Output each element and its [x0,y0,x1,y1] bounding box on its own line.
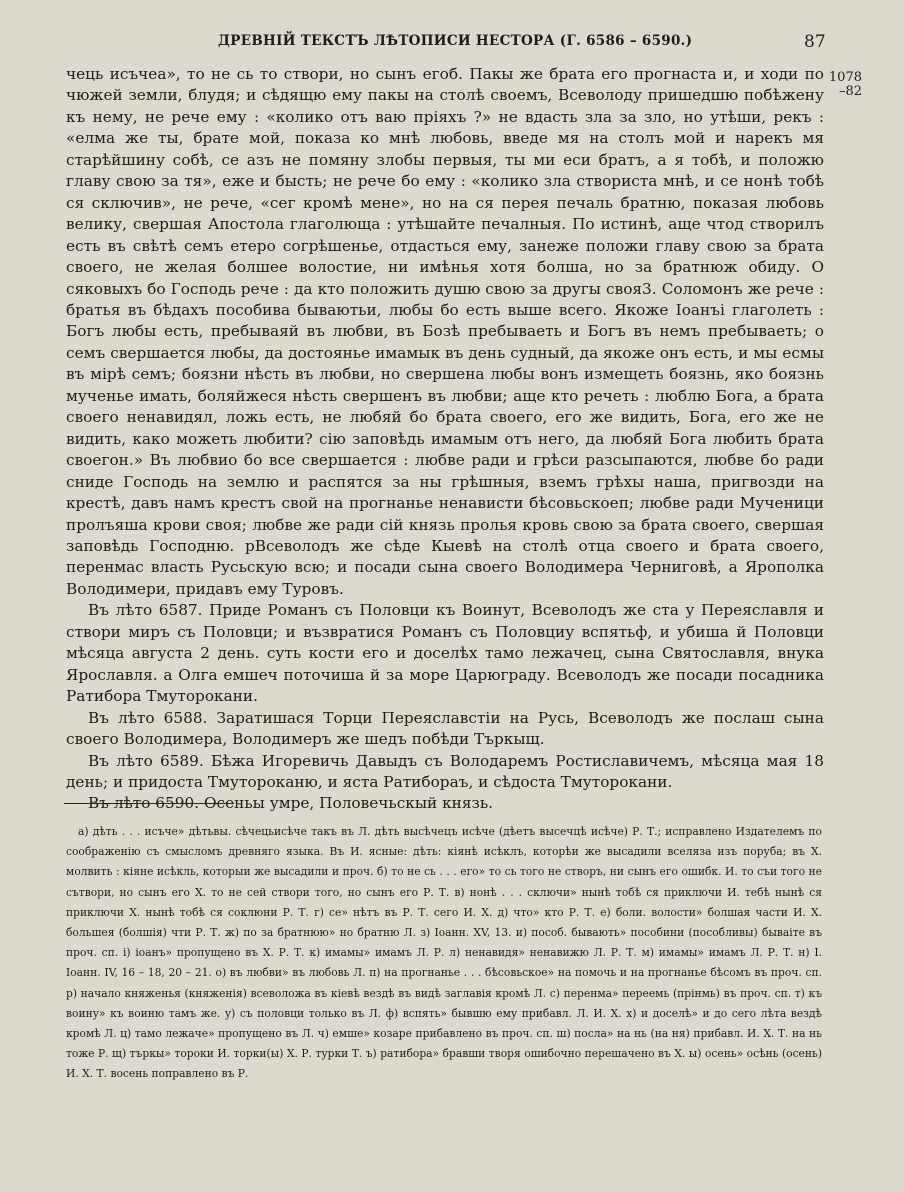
paragraph-year-6588: Въ лѣто 6588. Заратишася Торци Переяславстіи на Русь, Всеволодъ же послаш сына своего Володимера, Володимеръ же шедъ побѣди Търкыщ. [66,708,824,749]
footnote-divider [64,803,234,804]
paragraph-year-6590: Въ лѣто 6590. Осеньы умре, Половечьскый князь. [88,794,494,813]
chronicle-text [66,64,824,815]
margin-year-top: 1078 [828,70,862,85]
paragraph-year-6587: Въ лѣто 6587. Приде Романъ съ Половци къ Воинут, Всеволодъ же ста у Переяславля и створи миръ съ Половци; и възвратися Романъ съ Половциу вспятьф, и убиша й Половци мѣсяца августа 2 день. суть кости его и доселѣх тамо лежачец, сына Святославля, внука Ярославля. а Олга емшеч поточиша й за море Царюграду. Всеволодъ же посади посадника Ратибора Тмуторокани. [66,601,824,706]
footnotes [66,822,822,1085]
margin-year-bottom: –82 [838,84,862,99]
page-number: 87 [804,32,826,52]
paragraph-intro: чець исъчеа», то не сь то створи, но сынъ егоб. Пакы же брата его прогнаста и, и ходи по чюжей земли, блудя; и сѣдящю ему пакы на столѣ своемъ, Всеволоду пришедшю побѣжену къ нему, не рече ему : «колико отъ ваю пріяхъ ?» не вдасть зла за зло, но утѣши, рекъ : «елма же ты, брате мой, показа ко мнѣ любовь, введе мя на столъ мой и нарекъ мя старѣйшину собѣ, се азъ не помяну злобы первыя, ты ми еси братъ, а я тобѣ, и положю главу свою за тя», еже и бысть; не рече бо ему : «колико зла створиста мнѣ, и се нонѣ тобѣ ся сключив», не рече, «сег кромѣ мене», но на ся перея печаль братню, показая любовь велику, свершая Апостола глаголюща : утѣшайте печалныя. По истинѣ, аще чтод створилъ есть въ свѣтѣ семъ етеро согрѣшенье, отдасться ему, занеже положи главу свою за брата своего, не желая болшее волостие, ни имѣнья хотя болша, но за братнюж обиду. О сяковыхъ бо Господь рече : да кто положить душю свою за другы своя3. Соломонъ же рече : братья въ бѣдахъ пособива бываютьи, любы бо есть выше всего. Якоже Іоанъі глаголеть : Богъ любы есть, пребываяй въ любви, въ Бозѣ пребываеть и Богъ въ немъ пребываеть; о семъ свершается любы, да достояньe имамык въ день судный, да якоже онъ есть, и мы есмы въ мірѣ семъ; боязни нѣсть въ любви, но свершена любы вонъ измещеть боязнь, яко боязнь мученье имать, боляйжеся нѣсть свершенъ въ любви; аще кто речеть : люблю Бога, а брата своего ненавидял, ложь есть, не любяй бо брата своего, его же видить, Бога, его же не видить, како можеть любити? сію заповѣдь имамым отъ него, да любяй Бога любить брата своегон.» Въ любвио бо все свершается : любве ради и грѣси разсыпаются, любве бо ради сниде Господь на землю и распятся за ны грѣшныя, вземъ грѣхы наша, пригвозди на крестѣ, давъ намъ крестъ свой на прогнанье ненависти бѣсовьскоеп; любве ради Мученици пролъяша крови своя; любве же ради сій князь пролья кровь свою за брата своего, свершая заповѣдь Господню. рВсеволодъ же сѣде Кыевѣ на столѣ отца своего и брата своего, перенмас власть Русьскую всю; и посади сына своего Володимера Черниговѣ, а Ярополка Володимери, придавъ ему Туровъ. [66,65,824,598]
margin-year-note [826,71,862,99]
footnotes-text: а) дѣть . . . исъче» дѣтьвы. сѣчецьисѣче такъ въ Л. дѣть высѣчецъ исѣче (дѣетъ высечцѣ исѣче) Р. Т.; исправлено Издателемъ по соображенію съ смысломъ древняго языка. Въ И. ясные: дѣть: кіянѣ исѣклъ, которѣи же высадили вселяза изъ поруба; въ Х. молвить : кіяне исѣкль, которыи же высадили и проч. б) то не сь . . . его» то сь того не створъ, ни сынъ его ошибк. И. то съи того не сътвори, но сынъ его Х. то не сей створи того, но сынъ его Р. Т. в) нонѣ . . . сключи» нынѣ тобѣ ся приключи И. тебѣ нынѣ ся приключи Х. нынѣ тобѣ ся соклюни Р. Т. г) се» нѣтъ въ Р. Т. сего И. Х. д) что» кто Р. Т. е) боли. волости» болшая части И. Х. большея (болшія) чти Р. Т. ж) по за братнюю» но братню Л. з) Іоанн. XV, 13. и) пособ. бывають» пособини (пособливы) бываіте въ проч. сп. і) іоанъ» пропущено въ Х. Р. Т. к) имамы» имамъ Л. Р. л) ненавидя» ненавижю Л. Р. Т. м) имамы» имамъ Л. Р. Т. н) І. Іоанн. IV, 16 – 18, 20 – 21. о) въ любви» въ любовь Л. п) на прогнанье . . . бѣсовьское» на помочь и на прогнанье бѣсомъ въ проч. сп. р) начало княженья (княженія) всеволожа въ кіевѣ вездѣ въ видѣ заглавія кромѣ Л. с) перенма» переемь (прінмь) въ проч. сп. т) къ воину» къ воиню тамъ же. у) съ половци только въ Л. ф) вспять» бывшю ему прибавл. Л. И. Х. х) и доселѣ» и до сего лѣта вездѣ кромѣ Л. ц) тамо лежаче» пропущено въ Л. ч) емше» козаре прибавлено въ проч. сп. ш) посла» на нь (на ня) прибавл. И. Х. Т. на нь тоже Р. щ) търкы» тороки И. торки(ы) Х. Р. турки Т. ъ) ратибора» бравши творя ошибочно перешачено въ Х. ы) осень» осѣнь (осень) И. Х. Т. восень поправлено въ Р. [66,825,822,1081]
paragraph-year-6589: Въ лѣто 6589. Бѣжа Игоревичь Давыдъ съ Володаремъ Ростиславичемъ, мѣсяца мая 18 день; и придоста Тмутороканю, и яста Ратиборaъ, и сѣдоста Тмуторокани. [66,751,824,791]
running-title: ДРЕВНІЙ ТЕКСТЪ ЛѢТОПИСИ НЕСТОРА (Г. 6586 – 6590.) [218,33,693,49]
